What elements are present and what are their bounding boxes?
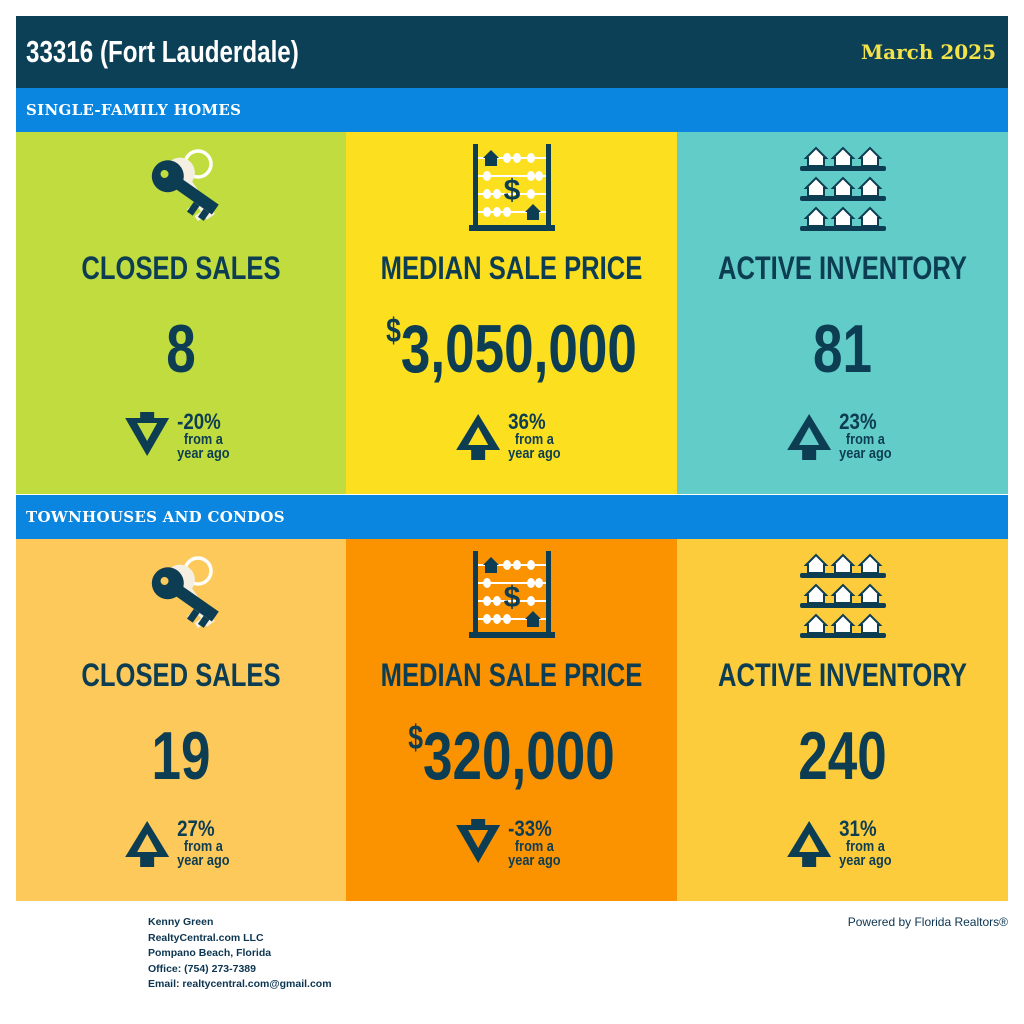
section-bar-single-family	[16, 88, 1008, 132]
stat-value: $320,000	[408, 718, 615, 794]
card-median-sale-price	[346, 132, 677, 494]
report-date: March 2025	[861, 40, 996, 64]
houses-icon	[798, 549, 888, 639]
arrow-up-icon	[123, 819, 171, 867]
arrow-down-icon	[123, 412, 171, 460]
section-row-single-family	[16, 132, 1008, 494]
stat-value: 19	[151, 718, 211, 794]
stat-value: 240	[798, 718, 887, 794]
card-closed-sales	[16, 132, 346, 494]
section-bar-townhouses-condos	[16, 495, 1008, 539]
stat-value: $3,050,000	[386, 311, 637, 387]
change-percent: -20%	[177, 409, 221, 434]
change-caption: year ago	[838, 445, 892, 463]
section-title: TOWNHOUSES AND CONDOS	[26, 508, 285, 526]
currency-symbol: $	[408, 719, 424, 757]
svg-text:$: $	[503, 581, 520, 614]
change-caption: from a	[845, 430, 885, 448]
stat-label: CLOSED SALES	[81, 657, 281, 693]
keys-icon	[126, 549, 236, 645]
agent-phone: Office: (754) 273-7389	[148, 962, 256, 975]
change-caption: from a	[514, 837, 554, 855]
agent-name: Kenny Green	[148, 916, 214, 928]
card-active-inventory	[677, 132, 1008, 494]
change-caption: from a	[845, 837, 885, 855]
change-caption: year ago	[507, 852, 561, 870]
change-indicator	[454, 409, 570, 463]
section-row-townhouses-condos	[16, 539, 1008, 901]
stat-label: ACTIVE INVENTORY	[718, 250, 967, 286]
currency-symbol: $	[386, 312, 401, 350]
stat-label: CLOSED SALES	[81, 250, 281, 286]
page-title: 33316 (Fort Lauderdale)	[26, 34, 299, 69]
page-header	[16, 16, 1008, 88]
change-indicator	[785, 816, 901, 870]
arrow-up-icon	[785, 819, 833, 867]
change-indicator	[123, 816, 239, 870]
change-caption: year ago	[507, 445, 561, 463]
stat-label: MEDIAN SALE PRICE	[380, 250, 643, 286]
agent-contact	[148, 915, 332, 993]
section-title: SINGLE-FAMILY HOMES	[26, 101, 242, 119]
change-caption: from a	[514, 430, 554, 448]
agent-email: Email: realtycentral.com@gmail.com	[148, 978, 332, 990]
card-active-inventory	[677, 539, 1008, 901]
agent-location: Pompano Beach, Florida	[148, 947, 272, 959]
change-caption: from a	[183, 430, 223, 448]
houses-icon	[798, 142, 888, 232]
change-percent: 23%	[838, 409, 877, 434]
change-caption: year ago	[838, 852, 892, 870]
change-caption: year ago	[177, 445, 230, 463]
change-percent: -33%	[507, 816, 552, 841]
svg-text:$: $	[503, 174, 520, 207]
stat-label: MEDIAN SALE PRICE	[380, 657, 643, 693]
stat-value: 81	[812, 311, 872, 387]
change-caption: year ago	[177, 852, 230, 870]
change-indicator	[454, 816, 570, 870]
arrow-up-icon	[785, 412, 833, 460]
change-indicator	[123, 409, 239, 463]
abacus-icon	[469, 142, 555, 232]
change-percent: 27%	[177, 816, 215, 841]
change-caption: from a	[183, 837, 223, 855]
change-percent: 36%	[507, 409, 546, 434]
arrow-up-icon	[454, 412, 502, 460]
abacus-icon	[469, 549, 555, 639]
stat-value: 8	[166, 311, 196, 387]
stat-label: ACTIVE INVENTORY	[718, 657, 967, 693]
change-indicator	[785, 409, 901, 463]
agent-company: RealtyCentral.com LLC	[148, 931, 264, 944]
arrow-down-icon	[454, 819, 502, 867]
card-closed-sales	[16, 539, 346, 901]
change-percent: 31%	[838, 816, 877, 841]
powered-by: Powered by Florida Realtors®	[847, 915, 1008, 929]
keys-icon	[126, 142, 236, 238]
card-median-sale-price	[346, 539, 677, 901]
